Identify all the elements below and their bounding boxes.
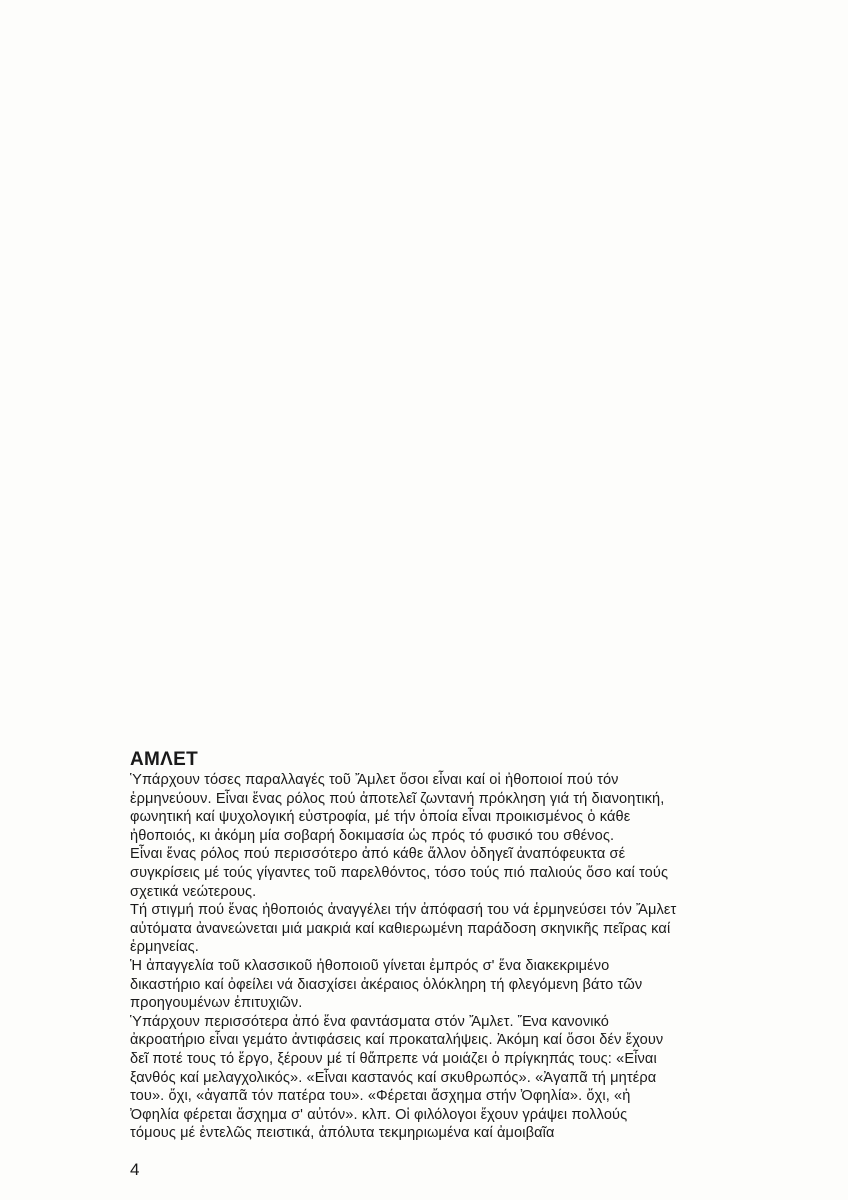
body-line: Τή στιγμή πού ἕνας ἠθοποιός ἀναγγέλει τήν ἀπόφασή του νά ἑρμηνεύσει τόν Ἄμλετ: [130, 902, 677, 919]
body-line: ἑρμηνεύουν. Εἶναι ἕνας ρόλος πού ἀποτελεῖ ζωντανή πρόκληση γιά τή διανοητική,: [130, 790, 665, 807]
body-line: ἑρμηνείας.: [130, 939, 199, 956]
body-line: δικαστήριο καί ὀφείλει νά διασχίσει ἀκέραιος ὁλόκληρη τή φλεγόμενη βάτο τῶν: [130, 976, 643, 993]
article-title: ΑΜΛΕΤ: [130, 749, 198, 770]
article: [130, 749, 790, 1143]
body-line: του». ὄχι, «ἀγαπᾶ τόν πατέρα του». «Φέρεται ἄσχημα στήν Ὀφηλία». ὄχι, «ἡ: [130, 1088, 631, 1105]
body-line: τόμους μέ ἐντελῶς πειστικά, ἀπόλυτα τεκμηριωμένα καί ἀμοιβαῖα: [130, 1125, 555, 1142]
body-line: δεῖ ποτέ τους τό ἔργο, ξέρουν μέ τί θἄπρεπε νά μοιάζει ὁ πρίγκηπάς τους: «Εἶναι: [130, 1050, 657, 1067]
body-line: Ὑπάρχουν περισσότερα ἀπό ἕνα φαντάσματα στόν Ἄμλετ. Ἕνα κανονικό: [130, 1013, 610, 1030]
body-line: αὐτόματα ἀνανεώνεται μιά μακριά καί καθιερωμένη παράδοση σκηνικῆς πεῖρας καί: [130, 920, 671, 937]
body-line: Εἶναι ἕνας ρόλος πού περισσότερο ἀπό κάθε ἄλλον ὁδηγεῖ ἀναπόφευκτα σέ: [130, 846, 626, 863]
body-line: Ἡ ἀπαγγελία τοῦ κλασσικοῦ ἠθοποιοῦ γίνεται ἐμπρός σ' ἕνα διακεκριμένο: [130, 957, 610, 974]
body-line: προηγουμένων ἐπιτυχιῶν.: [130, 995, 303, 1012]
body-line: ἠθοποιός, κι ἀκόμη μία σοβαρή δοκιμασία ὡς πρός τό φυσικό του σθένος.: [130, 827, 615, 844]
body-line: ἀκροατήριο εἶναι γεμάτο ἀντιφάσεις καί προκαταλήψεις. Ἀκόμη καί ὅσοι δέν ἔχουν: [130, 1032, 664, 1049]
body-line: Ὑπάρχουν τόσες παραλλαγές τοῦ Ἄμλετ ὅσοι εἶναι καί οἱ ἠθοποιοί πού τόν: [130, 772, 619, 788]
body-line: φωνητική καί ψυχολογική εὐστροφία, μέ τήν ὁποία εἶναι προικισμένος ὁ κάθε: [130, 809, 631, 826]
article-body: [130, 771, 790, 1143]
page-number: 4: [130, 1160, 140, 1179]
body-line: σχετικά νεώτερους.: [130, 883, 257, 900]
body-line: Ὀφηλία φέρεται ἄσχημα σ' αὐτόν». κλπ. Οἱ φιλόλογοι ἔχουν γράψει πολλούς: [130, 1106, 628, 1123]
body-line: ξανθός καί μελαγχολικός». «Εἶναι καστανός καί σκυθρωπός». «Ἀγαπᾶ τή μητέρα: [130, 1069, 657, 1086]
body-line: συγκρίσεις μέ τούς γίγαντες τοῦ παρελθόντος, τόσο τούς πιό παλιούς ὅσο καί τούς: [130, 864, 669, 881]
